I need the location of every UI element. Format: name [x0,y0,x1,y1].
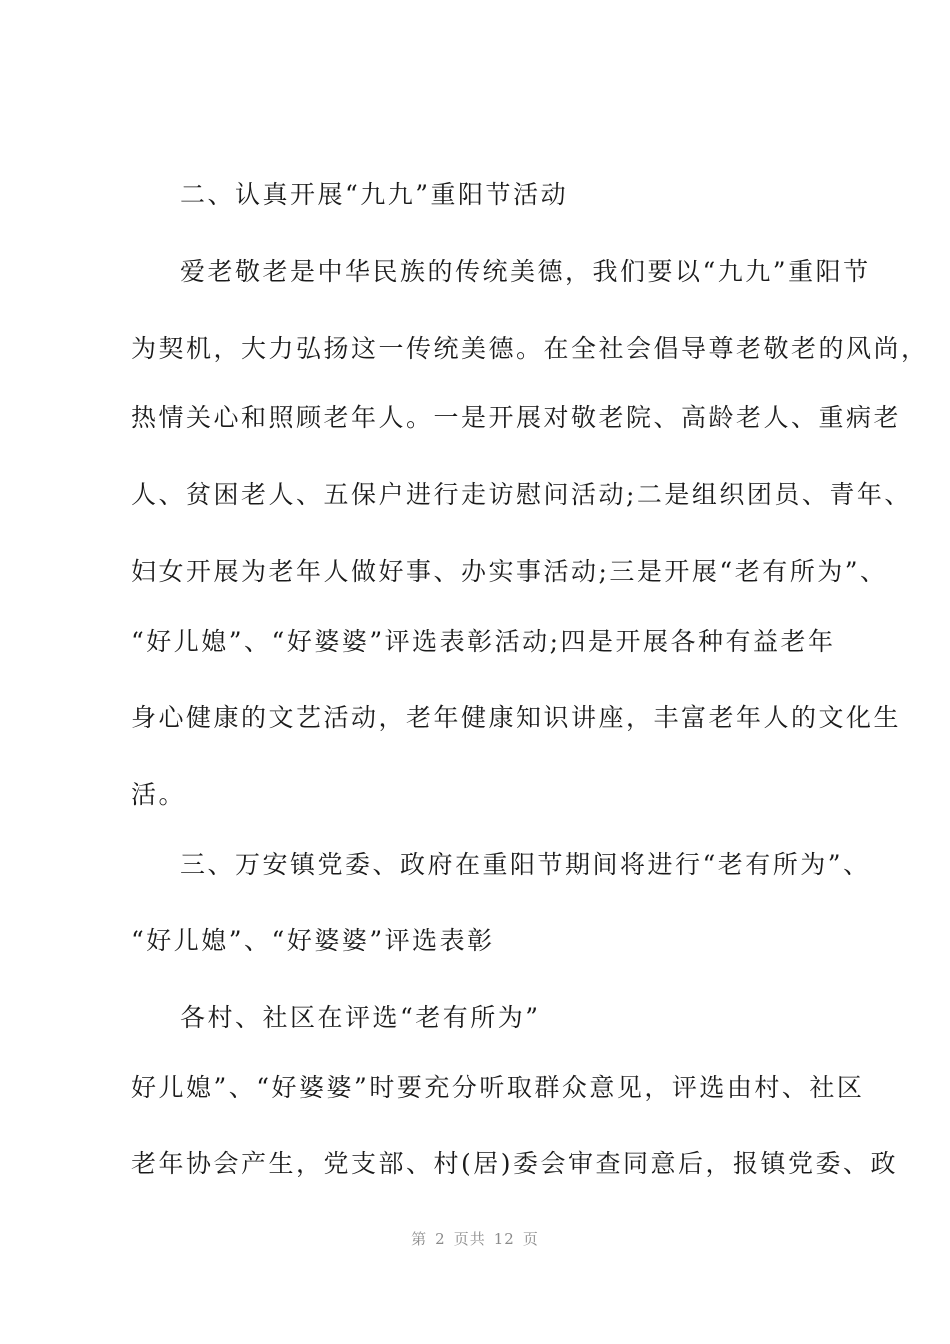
paragraph-line: 爱老敬老是中华民族的传统美德，我们要以“九九”重阳节 [180,257,871,286]
section-heading-3-continued: “好儿媳”、“好婆婆”评选表彰 [131,926,495,955]
page-footer [0,1228,950,1249]
paragraph-line: 为契机，大力弘扬这一传统美德。在全社会倡导尊老敬老的风尚， [131,334,929,363]
footer-suffix: 页 [522,1230,539,1248]
paragraph-line: 各村、社区在评选“老有所为” [180,1003,541,1032]
paragraph-line: 老年协会产生，党支部、村(居)委会审查同意后，报镇党委、政 [131,1149,899,1178]
paragraph-line: “好儿媳”、“好婆婆”评选表彰活动;四是开展各种有益老年 [131,627,836,656]
paragraph-line: 妇女开展为老年人做好事、办实事活动;三是开展“老有所为”、 [131,557,888,586]
paragraph-line: 热情关心和照顾老年人。一是开展对敬老院、高龄老人、重病老 [131,403,902,432]
page-number: 2 [435,1230,446,1248]
footer-prefix: 第 [411,1230,428,1248]
total-pages: 12 [493,1230,515,1248]
section-heading-3: 三、万安镇党委、政府在重阳节期间将进行“老有所为”、 [180,850,871,879]
section-heading-2: 二、认真开展“九九”重阳节活动 [180,180,569,209]
paragraph-line: 身心健康的文艺活动，老年健康知识讲座，丰富老年人的文化生 [131,703,902,732]
footer-middle: 页共 [453,1230,486,1248]
paragraph-line: 活。 [131,780,187,809]
paragraph-line: 人、贫困老人、五保户进行走访慰问活动;二是组织团员、青年、 [131,480,912,509]
paragraph-line: 好儿媳”、“好婆婆”时要充分听取群众意见，评选由村、社区 [131,1073,865,1102]
